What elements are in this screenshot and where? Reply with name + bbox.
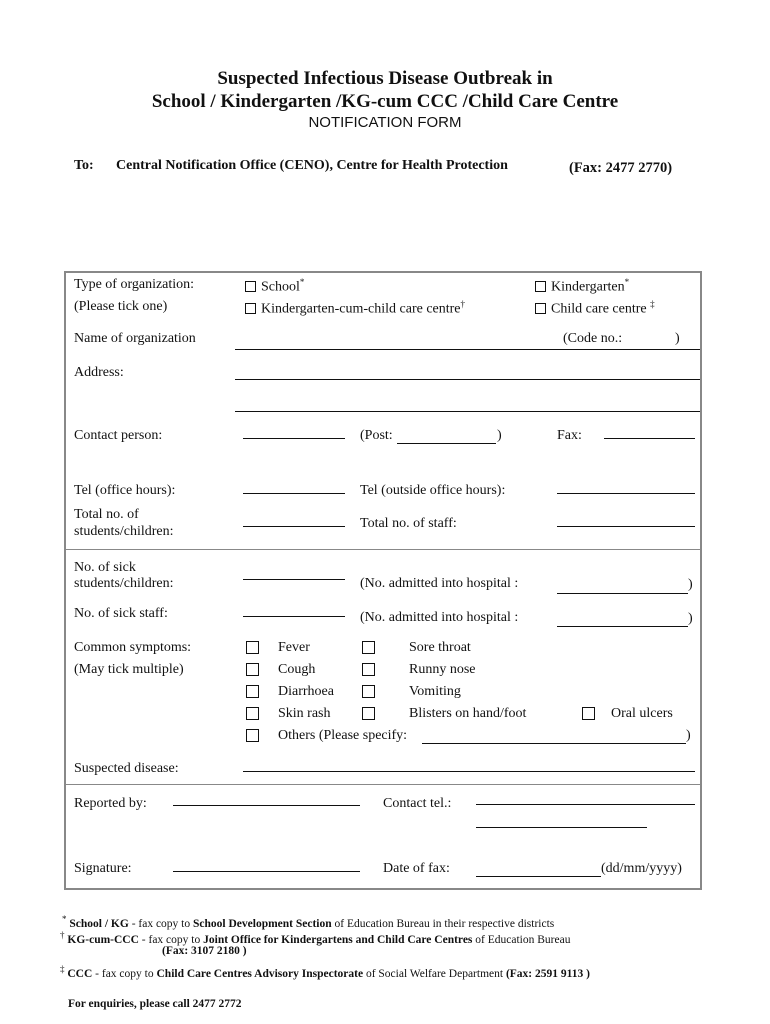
admitted-students-close: ) — [688, 577, 693, 592]
others-label: Others (Please specify: — [278, 728, 408, 743]
sick-staff-field[interactable] — [243, 616, 345, 617]
kindergarten-checkbox[interactable] — [535, 281, 546, 292]
contact-tel-field-1[interactable] — [476, 804, 695, 805]
reported-by-field[interactable] — [173, 805, 360, 806]
total-staff-field[interactable] — [557, 526, 695, 527]
suspected-disease-field[interactable] — [243, 771, 695, 772]
code-no-label: (Code no.: — [563, 331, 623, 346]
org-name-label: Name of organization — [74, 331, 196, 346]
address-field-line1[interactable] — [235, 379, 700, 380]
suspected-disease-label: Suspected disease: — [74, 761, 179, 776]
admitted-students-field[interactable] — [557, 593, 688, 594]
sore-throat-checkbox[interactable] — [362, 641, 375, 654]
fever-label: Fever — [278, 640, 310, 655]
signature-label: Signature: — [74, 861, 132, 876]
contact-person-field[interactable] — [243, 438, 345, 439]
symptoms-label: Common symptoms: — [74, 640, 192, 655]
symptoms-hint: (May tick multiple) — [74, 662, 184, 677]
ccc-checkbox[interactable] — [535, 303, 546, 314]
form-title-line2: School / Kindergarten /KG-cum CCC /Child Care Centre — [151, 91, 619, 112]
recipient: Central Notification Office (CENO), Centre for Health Protection — [116, 158, 508, 173]
diarrhoea-checkbox[interactable] — [246, 685, 259, 698]
address-label: Address: — [74, 365, 124, 380]
tel-outside-label: Tel (outside office hours): — [360, 483, 506, 498]
others-close: ) — [686, 728, 691, 743]
footnote-ccc: ‡ CCC - fax copy to Child Care Centres Advisory Inspectorate of Social Welfare Department (Fax: 2591 9113 ) — [60, 964, 590, 980]
form-title-line1: Suspected Infectious Disease Outbreak in — [217, 68, 553, 89]
sick-students-label-2: students/children: — [74, 576, 174, 591]
signature-field[interactable] — [173, 871, 360, 872]
admitted-staff-close: ) — [688, 611, 693, 626]
diarrhoea-label: Diarrhoea — [278, 684, 334, 699]
skin-rash-checkbox[interactable] — [246, 707, 259, 720]
runny-nose-checkbox[interactable] — [362, 663, 375, 676]
fax-field[interactable] — [604, 438, 695, 439]
total-students-label-1: Total no. of — [74, 507, 139, 522]
others-field[interactable] — [422, 743, 686, 744]
ceno-fax: (Fax: 2477 2770) — [569, 160, 673, 176]
sick-students-field[interactable] — [243, 579, 345, 580]
skin-rash-label: Skin rash — [278, 706, 331, 721]
date-format: (dd/mm/yyyy) — [601, 861, 682, 876]
footnote-kg-ccc-fax: (Fax: 3107 2180 ) — [162, 945, 247, 957]
cough-checkbox[interactable] — [246, 663, 259, 676]
blisters-checkbox[interactable] — [362, 707, 375, 720]
footnote-kg-ccc: † KG-cum-CCC - fax copy to Joint Office for Kindergartens and Child Care Centres of Education Bureau — [60, 930, 571, 946]
section-divider — [66, 784, 700, 785]
date-of-fax-label: Date of fax: — [383, 861, 450, 876]
vomiting-checkbox[interactable] — [362, 685, 375, 698]
vomiting-label: Vomiting — [409, 684, 461, 699]
enquiries-note: For enquiries, please call 2477 2772 — [68, 998, 242, 1010]
sore-throat-label: Sore throat — [409, 640, 471, 655]
option-kindergarten[interactable]: Kindergarten* — [535, 277, 629, 296]
tel-office-field[interactable] — [243, 493, 345, 494]
admitted-staff-label: (No. admitted into hospital : — [360, 610, 519, 625]
post-field[interactable] — [397, 443, 496, 444]
sick-staff-label: No. of sick staff: — [74, 606, 168, 621]
total-staff-label: Total no. of staff: — [360, 516, 457, 531]
post-label: (Post: — [360, 428, 393, 443]
blisters-label: Blisters on hand/foot — [409, 706, 527, 721]
section-divider — [66, 549, 700, 550]
option-school[interactable]: School* — [245, 277, 304, 296]
admitted-staff-field[interactable] — [557, 626, 688, 627]
oral-ulcers-label: Oral ulcers — [611, 706, 673, 721]
admitted-students-label: (No. admitted into hospital : — [360, 576, 519, 591]
contact-tel-label: Contact tel.: — [383, 796, 452, 811]
contact-person-label: Contact person: — [74, 428, 163, 443]
sick-students-label-1: No. of sick — [74, 560, 136, 575]
org-name-field[interactable] — [235, 349, 700, 350]
option-ccc[interactable]: Child care centre ‡ — [535, 299, 655, 318]
oral-ulcers-checkbox[interactable] — [582, 707, 595, 720]
footnote-school-kg: * School / KG - fax copy to School Development Section of Education Bureau in their respective districts — [62, 914, 555, 930]
cough-label: Cough — [278, 662, 316, 677]
fax-label: Fax: — [557, 428, 582, 443]
school-checkbox[interactable] — [245, 281, 256, 292]
address-field-line2[interactable] — [235, 411, 700, 412]
tel-outside-field[interactable] — [557, 493, 695, 494]
post-close: ) — [497, 428, 502, 443]
total-students-label-2: students/children: — [74, 524, 174, 539]
code-no-close: ) — [675, 331, 680, 346]
option-kg-ccc[interactable]: Kindergarten-cum-child care centre† — [245, 299, 465, 318]
fever-checkbox[interactable] — [246, 641, 259, 654]
others-checkbox[interactable] — [246, 729, 259, 742]
reported-by-label: Reported by: — [74, 796, 147, 811]
form-type: NOTIFICATION FORM — [308, 114, 462, 131]
org-type-label: Type of organization: — [74, 277, 195, 292]
date-of-fax-field[interactable] — [476, 876, 601, 877]
to-label: To: — [74, 158, 94, 173]
org-type-hint: (Please tick one) — [74, 299, 168, 314]
tel-office-label: Tel (office hours): — [74, 483, 176, 498]
kg-ccc-checkbox[interactable] — [245, 303, 256, 314]
runny-nose-label: Runny nose — [409, 662, 476, 677]
total-students-field[interactable] — [243, 526, 345, 527]
contact-tel-field-2[interactable] — [476, 827, 647, 828]
